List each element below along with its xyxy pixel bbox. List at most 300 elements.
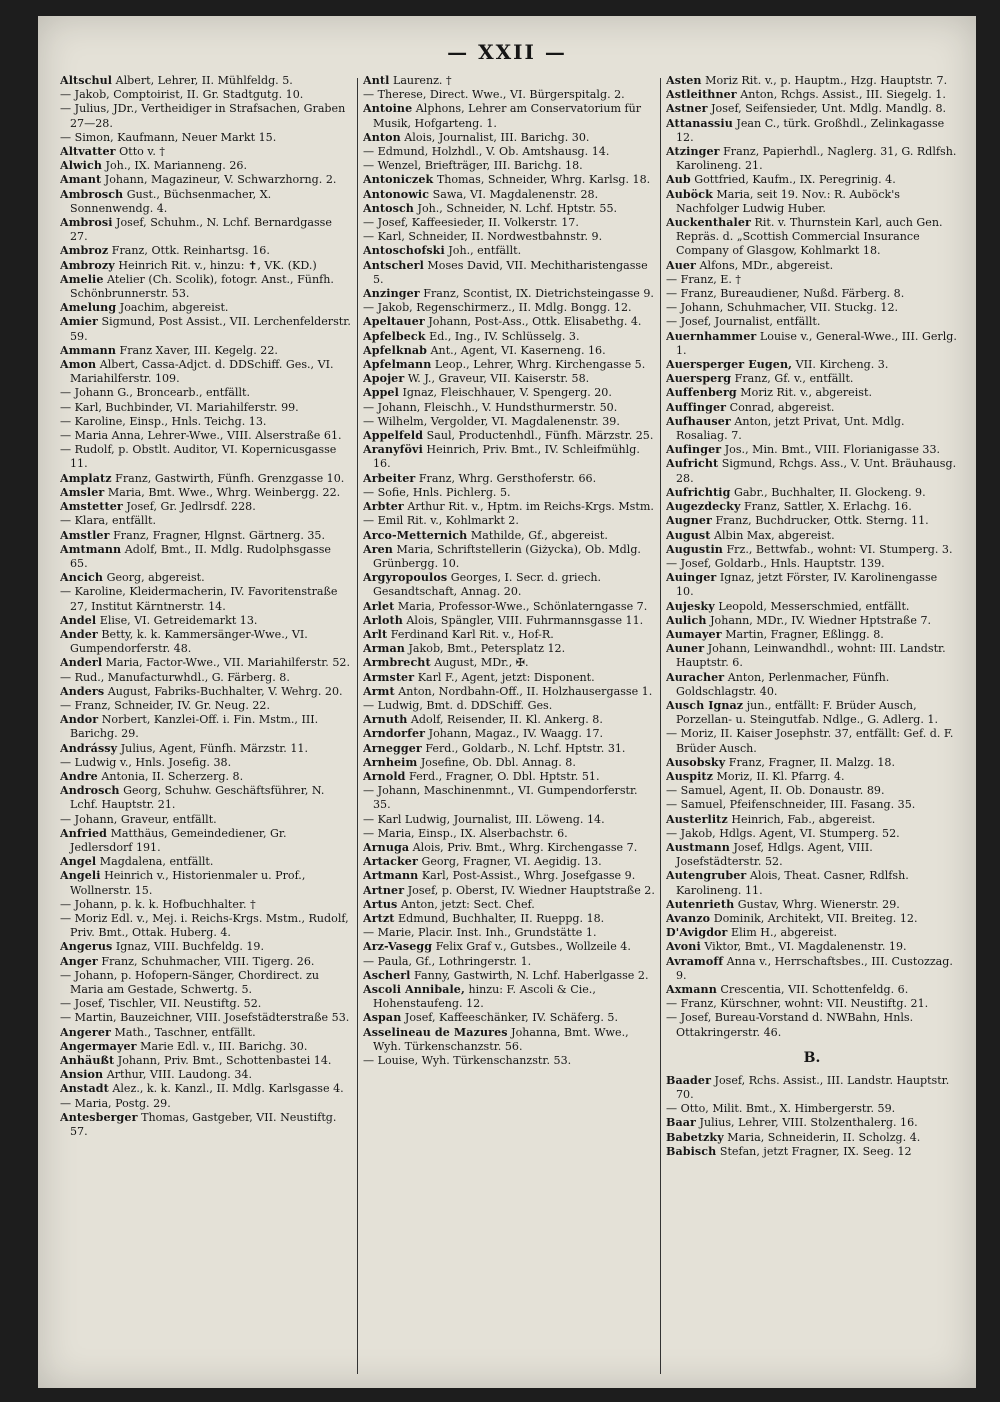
entry-surname: Aub bbox=[666, 173, 691, 187]
entry-details: Alois, Theat. Casner, Rdlfsh. Karolineng. 11. bbox=[676, 869, 909, 897]
entry-surname: Amant bbox=[60, 173, 102, 187]
entry-details: Albert, Lehrer, II. Mühlfeldg. 5. bbox=[115, 74, 293, 87]
entry-details: Josef, Kaffeeschänker, IV. Schäferg. 5. bbox=[404, 1011, 618, 1025]
directory-entry bbox=[666, 997, 958, 1011]
entry-details: Fanny, Gastwirth, N. Lchf. Haberlgasse 2. bbox=[414, 968, 649, 982]
entry-details: — Louise, Wyh. Türkenschanzstr. 53. bbox=[363, 1054, 572, 1068]
entry-surname: Antoniczek bbox=[363, 173, 434, 187]
directory-entry bbox=[666, 188, 958, 216]
entry-surname: Auersperg bbox=[666, 372, 732, 386]
directory-entry bbox=[666, 358, 958, 372]
entry-surname: Angeli bbox=[60, 869, 101, 883]
entry-surname: Altschul bbox=[60, 74, 113, 87]
entry-details: — Ludwig, Bmt. d. DDSchiff. Ges. bbox=[363, 698, 553, 712]
entry-details: Josef, Schuhm., N. Lchf. Bernardgasse 27. bbox=[70, 216, 332, 244]
directory-entry bbox=[60, 429, 352, 443]
entry-details: Johann, Magaz., IV. Waagg. 17. bbox=[428, 727, 604, 741]
entry-surname: Astleithner bbox=[666, 88, 737, 102]
entry-details: — Julius, JDr., Vertheidiger in Strafsachen, Graben 27—28. bbox=[60, 102, 346, 130]
entry-surname: Angel bbox=[60, 855, 97, 869]
entry-surname: Aren bbox=[363, 542, 393, 556]
page-number: — XXII — bbox=[447, 40, 567, 64]
entry-surname: Aufricht bbox=[666, 457, 719, 471]
directory-entry bbox=[60, 344, 352, 358]
entry-surname: Baar bbox=[666, 1116, 696, 1130]
entry-surname: Babisch bbox=[666, 1144, 717, 1158]
entry-details: Rit. v. Thurnstein Karl, auch Gen. Repräs. d. „Scottish Commercial Insurance Company of Glasgow, Kohlmarkt 18. bbox=[676, 216, 943, 258]
entry-surname: Amsler bbox=[60, 485, 105, 499]
directory-entry bbox=[363, 543, 655, 571]
directory-entry bbox=[60, 571, 352, 585]
directory-entry bbox=[60, 102, 352, 130]
directory-entry bbox=[666, 386, 958, 400]
directory-entry bbox=[666, 827, 958, 841]
directory-entry bbox=[666, 301, 958, 315]
directory-entry bbox=[666, 869, 958, 897]
directory-entry bbox=[666, 756, 958, 770]
directory-entry bbox=[666, 1074, 958, 1102]
entry-details: Jean C., türk. Großhdl., Zelinkagasse 12. bbox=[676, 116, 945, 144]
directory-entry bbox=[666, 330, 958, 358]
directory-entry bbox=[363, 827, 655, 841]
entry-surname: Ammann bbox=[60, 343, 117, 357]
entry-details: Jakob, Bmt., Petersplatz 12. bbox=[408, 642, 566, 656]
directory-entry bbox=[60, 1026, 352, 1040]
entry-details: Moriz Rit. v., p. Hauptm., Hzg. Hauptstr. 7. bbox=[705, 74, 948, 87]
entry-surname: Anzinger bbox=[363, 287, 420, 301]
directory-entry bbox=[666, 514, 958, 528]
entry-details: — Franz, E. † bbox=[666, 272, 741, 286]
directory-entry bbox=[60, 671, 352, 685]
entry-surname: Antoschofski bbox=[363, 244, 445, 258]
entry-details: — Johann, Maschinenmnt., VI. Gumpendorferstr. 35. bbox=[363, 784, 638, 812]
entry-surname: Ausobsky bbox=[666, 755, 726, 769]
entry-details: Josef, Hdlgs. Agent, VIII. Josefstädterstr. 52. bbox=[676, 840, 873, 869]
entry-surname: Amstetter bbox=[60, 500, 123, 514]
directory-entry bbox=[363, 429, 655, 443]
directory-entry bbox=[363, 159, 655, 173]
entry-details: Elim H., abgereist. bbox=[731, 926, 838, 940]
entry-details: Anna v., Herrschaftsbes., III. Custozzag. 9. bbox=[676, 954, 953, 982]
entry-details: — Marie, Placir. Inst. Inh., Grundstätte 1. bbox=[363, 926, 597, 940]
entry-details: Moriz, II. Kl. Pfarrg. 4. bbox=[716, 769, 845, 783]
entry-surname: Amtmann bbox=[60, 542, 122, 556]
directory-entry bbox=[363, 401, 655, 415]
directory-entry bbox=[363, 415, 655, 429]
entry-surname: Apeltauer bbox=[363, 315, 425, 329]
directory-entry bbox=[60, 1054, 352, 1068]
directory-entry bbox=[666, 926, 958, 940]
entry-surname: Armt bbox=[363, 684, 395, 698]
entry-surname: Antonowic bbox=[363, 187, 430, 201]
entry-details: Ignaz, jetzt Förster, IV. Karolinengasse 10. bbox=[676, 571, 938, 599]
entry-details: — Rudolf, p. Obstlt. Auditor, VI. Kopernicusgasse 11. bbox=[60, 443, 337, 471]
entry-details: Frz., Bettwfab., wohnt: VI. Stumperg. 3. bbox=[726, 542, 953, 556]
entry-details: Joh., Schneider, N. Lchf. Hptstr. 55. bbox=[417, 201, 618, 215]
entry-details: — Wilhelm, Vergolder, VI. Magdalenenstr. 39. bbox=[363, 414, 620, 428]
directory-entry bbox=[363, 202, 655, 216]
entry-details: Sigmund, Rchgs. Ass., V. Unt. Bräuhausg. 28. bbox=[676, 457, 957, 485]
directory-entry bbox=[60, 912, 352, 940]
directory-entry bbox=[363, 472, 655, 486]
entry-surname: Baader bbox=[666, 1073, 712, 1087]
directory-entry bbox=[60, 315, 352, 343]
directory-entry bbox=[363, 727, 655, 741]
entry-details: hinzu: F. Ascoli & Cie., Hohenstaufeng. 12. bbox=[373, 983, 596, 1011]
directory-entry bbox=[363, 486, 655, 500]
entry-surname: Anger bbox=[60, 954, 98, 968]
entry-surname: Axmann bbox=[666, 983, 717, 996]
entry-details: Karl F., Agent, jetzt: Disponent. bbox=[417, 670, 595, 684]
directory-entry bbox=[60, 244, 352, 258]
directory-entry bbox=[60, 770, 352, 784]
directory-entry bbox=[60, 1040, 352, 1054]
entry-surname: Auckenthaler bbox=[666, 216, 751, 230]
entry-surname: Arlet bbox=[363, 599, 395, 613]
entry-surname: Arndorfer bbox=[363, 727, 426, 741]
entry-surname: Antscherl bbox=[363, 258, 424, 272]
entry-details: Josef, Rchs. Assist., III. Landstr. Hauptstr. 70. bbox=[676, 1073, 950, 1102]
entry-surname: Arnuth bbox=[363, 713, 408, 727]
entry-details: — Johann, p. k. k. Hofbuchhalter. † bbox=[60, 897, 256, 911]
entry-surname: Apfelmann bbox=[363, 358, 432, 372]
entry-details: Josefine, Ob. Dbl. Annag. 8. bbox=[420, 755, 576, 769]
directory-entry bbox=[363, 315, 655, 329]
directory-entry bbox=[363, 1011, 655, 1025]
entry-surname: Ansion bbox=[60, 1068, 104, 1082]
directory-entry bbox=[363, 671, 655, 685]
entry-details: — Johann G., Broncearb., entfällt. bbox=[60, 386, 250, 400]
entry-details: Josef, Gr. Jedlrsdf. 228. bbox=[126, 500, 256, 514]
entry-details: Heinrich, Fab., abgereist. bbox=[731, 812, 876, 826]
entry-surname: Aujesky bbox=[666, 599, 715, 613]
entry-surname: Amelie bbox=[60, 272, 104, 286]
entry-surname: Angermayer bbox=[60, 1039, 137, 1053]
entry-details: Gottfried, Kaufm., IX. Peregrinig. 4. bbox=[694, 173, 896, 187]
entry-details: Franz, Ottk. Reinhartsg. 16. bbox=[111, 244, 270, 258]
entry-details: Leop., Lehrer, Whrg. Kirchengasse 5. bbox=[434, 358, 646, 372]
directory-entry bbox=[363, 358, 655, 372]
entry-details: — Ludwig v., Hnls. Josefig. 38. bbox=[60, 755, 232, 769]
directory-entry bbox=[363, 855, 655, 869]
entry-surname: Ascherl bbox=[363, 968, 411, 982]
entry-surname: Arman bbox=[363, 642, 405, 656]
entry-details: — Johann, Fleischh., V. Hundsthurmerstr. 50. bbox=[363, 400, 618, 414]
directory-entry bbox=[60, 401, 352, 415]
directory-entry bbox=[60, 472, 352, 486]
entry-details: Julius, Agent, Fünfh. Märzstr. 11. bbox=[120, 741, 308, 755]
directory-entry bbox=[60, 585, 352, 613]
directory-entry bbox=[363, 685, 655, 699]
directory-entry bbox=[60, 386, 352, 400]
directory-entry bbox=[363, 813, 655, 827]
directory-entry bbox=[666, 102, 958, 116]
entry-details: — Johann, Schuhmacher, VII. Stuckg. 12. bbox=[666, 301, 899, 315]
directory-entry bbox=[363, 287, 655, 301]
entry-surname: Augner bbox=[666, 514, 712, 528]
entry-details: Thomas, Gastgeber, VII. Neustiftg. 57. bbox=[70, 1110, 337, 1139]
entry-details: Julius, Lehrer, VIII. Stolzenthalerg. 16. bbox=[699, 1116, 918, 1130]
entry-surname: Anderl bbox=[60, 656, 103, 670]
directory-entry bbox=[363, 301, 655, 315]
entry-details: — Martin, Bauzeichner, VIII. Josefstädterstraße 53. bbox=[60, 1011, 350, 1025]
directory-entry bbox=[60, 1068, 352, 1082]
entry-surname: Apfelknab bbox=[363, 343, 428, 357]
entry-surname: Asten bbox=[666, 74, 702, 87]
entry-details: VII. Kircheng. 3. bbox=[795, 358, 889, 372]
directory-entry bbox=[363, 571, 655, 599]
section-heading: B. bbox=[803, 1049, 821, 1066]
entry-details: Alfons, MDr., abgereist. bbox=[699, 258, 834, 272]
entry-surname: Aulich bbox=[666, 613, 707, 627]
entry-surname: Auböck bbox=[666, 187, 713, 201]
entry-details: Crescentia, VII. Schottenfeldg. 6. bbox=[720, 983, 909, 996]
entry-surname: Arnuga bbox=[363, 840, 410, 854]
entry-surname: Atzinger bbox=[666, 145, 720, 159]
entry-details: Ignaz, VIII. Buchfeldg. 19. bbox=[115, 940, 265, 954]
entry-details: Georges, I. Secr. d. griech. Gesandtschaft, Annag. 20. bbox=[373, 571, 602, 599]
entry-details: Franz, Schuhmacher, VIII. Tigerg. 26. bbox=[101, 954, 315, 968]
entry-details: Betty, k. k. Kammersänger-Wwe., VI. Gumpendorferstr. 48. bbox=[70, 627, 308, 656]
entry-surname: Anstadt bbox=[60, 1082, 109, 1096]
directory-entry bbox=[363, 940, 655, 954]
directory-entry bbox=[666, 571, 958, 599]
directory-entry bbox=[363, 926, 655, 940]
entry-surname: Amstler bbox=[60, 528, 110, 542]
entry-surname: Avanzo bbox=[666, 911, 711, 925]
entry-details: Heinrich, Priv. Bmt., IV. Schleifmühlg. 16. bbox=[373, 443, 640, 471]
entry-surname: Arnold bbox=[363, 769, 406, 783]
entry-details: Martin, Fragner, Eßlingg. 8. bbox=[725, 627, 884, 641]
entry-details: Thomas, Schneider, Whrg. Karlsg. 18. bbox=[436, 173, 651, 187]
entry-details: — Franz, Kürschner, wohnt: VII. Neustiftg. 21. bbox=[666, 997, 929, 1011]
directory-entry bbox=[60, 1111, 352, 1139]
entry-details: — Paula, Gf., Lothringerstr. 1. bbox=[363, 954, 532, 968]
directory-entry bbox=[666, 486, 958, 500]
entry-details: Arthur Rit. v., Hptm. im Reichs-Krgs. Mstm. bbox=[407, 500, 654, 514]
entry-surname: Autengruber bbox=[666, 869, 747, 883]
directory-entry bbox=[666, 813, 958, 827]
entry-details: Johann, Post-Ass., Ottk. Elisabethg. 4. bbox=[428, 315, 642, 329]
directory-entry bbox=[363, 1054, 655, 1068]
directory-entry bbox=[666, 315, 958, 329]
directory-entry bbox=[363, 529, 655, 543]
entry-details: Franz, Sattler, X. Erlachg. 16. bbox=[744, 500, 912, 514]
directory-entry bbox=[363, 784, 655, 812]
directory-entry bbox=[60, 301, 352, 315]
directory-entry bbox=[363, 642, 655, 656]
directory-entry bbox=[60, 216, 352, 244]
entry-surname: Antesberger bbox=[60, 1110, 138, 1124]
column-3 bbox=[666, 74, 958, 1374]
entry-details: Franz, Buchdrucker, Ottk. Sterng. 11. bbox=[715, 514, 929, 528]
entry-surname: Armster bbox=[363, 670, 415, 684]
directory-entry bbox=[363, 102, 655, 130]
entry-surname: Ander bbox=[60, 627, 98, 641]
entry-details: — Jakob, Comptoirist, II. Gr. Stadtgutg. 10. bbox=[60, 88, 304, 102]
entry-surname: Arbeiter bbox=[363, 471, 416, 485]
directory-entry bbox=[666, 912, 958, 926]
directory-entry bbox=[60, 784, 352, 812]
column-1 bbox=[60, 74, 352, 1374]
entry-details: Arthur, VIII. Laudong. 34. bbox=[106, 1068, 252, 1082]
directory-entry bbox=[363, 230, 655, 244]
entry-details: Edmund, Buchhalter, II. Rueppg. 18. bbox=[398, 911, 605, 925]
entry-details: Johann, Priv. Bmt., Schottenbastei 14. bbox=[117, 1054, 332, 1068]
directory-entry bbox=[60, 173, 352, 187]
entry-details: Franz, Gastwirth, Fünfh. Grenzgasse 10. bbox=[115, 471, 345, 485]
entry-details: — Otto, Milit. Bmt., X. Himbergerstr. 59. bbox=[666, 1102, 896, 1116]
entry-details: Alois, Priv. Bmt., Whrg. Kirchengasse 7. bbox=[412, 840, 638, 854]
entry-surname: Ambrozy bbox=[60, 258, 115, 272]
entry-surname: Apfelbeck bbox=[363, 329, 426, 343]
directory-entry bbox=[666, 955, 958, 983]
directory-entry bbox=[60, 131, 352, 145]
directory-entry bbox=[60, 486, 352, 500]
entry-surname: Austerlitz bbox=[666, 812, 728, 826]
entry-details: — Josef, Journalist, entfällt. bbox=[666, 315, 821, 329]
entry-details: Georg, abgereist. bbox=[106, 571, 205, 585]
directory-entry bbox=[60, 443, 352, 471]
entry-surname: Argyropoulos bbox=[363, 571, 448, 585]
entry-details: Adolf, Reisender, II. Kl. Ankerg. 8. bbox=[410, 713, 603, 727]
entry-surname: Astner bbox=[666, 102, 708, 116]
entry-details: — Simon, Kaufmann, Neuer Markt 15. bbox=[60, 130, 277, 144]
entry-surname: Andrássy bbox=[60, 741, 118, 755]
entry-surname: Ancich bbox=[60, 571, 104, 585]
entry-details: — Johann, Graveur, entfällt. bbox=[60, 812, 217, 826]
entry-surname: Auffenberg bbox=[666, 386, 737, 400]
entry-surname: Arlt bbox=[363, 627, 388, 641]
entry-details: Franz, Fragner, II. Malzg. 18. bbox=[728, 755, 895, 769]
directory-entry bbox=[666, 117, 958, 145]
entry-surname: Aufhauser bbox=[666, 414, 731, 428]
entry-details: Jos., Min. Bmt., VIII. Florianigasse 33. bbox=[724, 443, 941, 457]
entry-details: Johann, Leinwandhdl., wohnt: III. Landstr. Hauptstr. 6. bbox=[676, 642, 946, 670]
directory-entry bbox=[666, 841, 958, 869]
directory-entry bbox=[666, 628, 958, 642]
entry-surname: Arbter bbox=[363, 500, 404, 514]
entry-details: Alez., k. k. Kanzl., II. Mdlg. Karlsgasse 4. bbox=[112, 1082, 344, 1096]
directory-entry bbox=[666, 642, 958, 670]
entry-surname: Anfried bbox=[60, 826, 108, 840]
entry-surname: Amelung bbox=[60, 301, 117, 315]
entry-surname: Auer bbox=[666, 258, 696, 272]
entry-details: — Johann, p. Hofopern-Sänger, Chordirect. zu Maria am Gestade, Schwertg. 5. bbox=[60, 968, 320, 996]
directory-entry bbox=[666, 699, 958, 727]
directory-entry bbox=[363, 869, 655, 883]
entry-surname: Amon bbox=[60, 358, 97, 372]
directory-entry bbox=[60, 855, 352, 869]
entry-details: — Samuel, Pfeifenschneider, III. Fasang. 35. bbox=[666, 798, 916, 812]
directory-entry bbox=[666, 671, 958, 699]
directory-entry bbox=[60, 145, 352, 159]
entry-details: Gustav, Whrg. Wienerstr. 29. bbox=[737, 897, 900, 911]
entry-details: Georg, Schuhw. Geschäftsführer, N. Lchf. Hauptstr. 21. bbox=[70, 784, 325, 812]
entry-details: Saul, Productenhdl., Fünfh. Märzstr. 25. bbox=[426, 429, 654, 443]
entry-details: Leopold, Messerschmied, entfällt. bbox=[718, 599, 910, 613]
directory-entry bbox=[60, 514, 352, 528]
entry-details: — Franz, Schneider, IV. Gr. Neug. 22. bbox=[60, 698, 271, 712]
entry-details: Stefan, jetzt Fragner, IX. Seeg. 12 bbox=[719, 1144, 912, 1158]
entry-details: Alois, Journalist, III. Barichg. 30. bbox=[404, 130, 590, 144]
directory-entry bbox=[666, 898, 958, 912]
directory-entry bbox=[363, 884, 655, 898]
entry-surname: Ambrosch bbox=[60, 187, 124, 201]
entry-details: Otto v. † bbox=[119, 145, 165, 159]
entry-details: Ignaz, Fleischhauer, V. Spengerg. 20. bbox=[402, 386, 612, 400]
entry-details: Norbert, Kanzlei-Off. i. Fin. Mstm., III. Barichg. 29. bbox=[70, 713, 319, 741]
entry-details: Louise v., General-Wwe., III. Gerlg. 1. bbox=[676, 329, 957, 357]
directory-entry bbox=[60, 614, 352, 628]
entry-details: Maria, Factor-Wwe., VII. Mariahilferstr. 52. bbox=[105, 656, 350, 670]
entry-details: Viktor, Bmt., VI. Magdalenenstr. 19. bbox=[704, 940, 907, 954]
entry-surname: Amplatz bbox=[60, 471, 112, 485]
entry-details: Josef, p. Oberst, IV. Wiedner Hauptstraße 2. bbox=[407, 883, 655, 897]
entry-surname: Aufrichtig bbox=[666, 485, 731, 499]
directory-entry bbox=[363, 74, 655, 88]
entry-surname: Angerer bbox=[60, 1025, 111, 1039]
entry-surname: Appel bbox=[363, 386, 399, 400]
entry-details: — Maria, Postg. 29. bbox=[60, 1096, 171, 1110]
entry-details: Moses David, VII. Mechitharistengasse 5. bbox=[373, 258, 648, 286]
entry-details: Moriz Rit. v., abgereist. bbox=[740, 386, 872, 400]
entry-surname: Aranyfövi bbox=[363, 443, 423, 457]
entry-details: Franz, Scontist, IX. Dietrichsteingasse 9. bbox=[423, 287, 654, 301]
entry-details: — Edmund, Holzhdl., V. Ob. Amtshausg. 14. bbox=[363, 145, 610, 159]
entry-details: Heinrich v., Historienmaler u. Prof., Wollnerstr. 15. bbox=[70, 869, 306, 897]
entry-details: — Emil Rit. v., Kohlmarkt 2. bbox=[363, 514, 519, 528]
entry-details: Ferdinand Karl Rit. v., Hof-R. bbox=[390, 627, 554, 641]
directory-entry bbox=[666, 770, 958, 784]
directory-entry bbox=[60, 88, 352, 102]
entry-surname: Auner bbox=[666, 642, 705, 656]
directory-entry bbox=[60, 656, 352, 670]
entry-details: Albert, Cassa-Adjct. d. DDSchiff. Ges., VI. Mariahilferstr. 109. bbox=[70, 358, 334, 386]
entry-surname: Appelfeld bbox=[363, 429, 424, 443]
entry-details: — Klara, entfällt. bbox=[60, 514, 157, 528]
entry-details: — Karl, Schneider, II. Nordwestbahnstr. 9. bbox=[363, 230, 603, 244]
entry-surname: Amier bbox=[60, 315, 98, 329]
entry-details: Ferd., Goldarb., N. Lchf. Hptstr. 31. bbox=[425, 741, 626, 755]
entry-surname: Avoni bbox=[666, 940, 701, 954]
directory-entry bbox=[60, 699, 352, 713]
entry-surname: Augezdecky bbox=[666, 500, 741, 514]
entry-surname: Androsch bbox=[60, 784, 120, 798]
entry-details: Felix Graf v., Gutsbes., Wollzeile 4. bbox=[435, 940, 631, 954]
entry-details: Franz Xaver, III. Kegelg. 22. bbox=[119, 343, 278, 357]
directory-entry bbox=[666, 287, 958, 301]
entry-details: — Franz, Bureaudiener, Nußd. Färberg. 8. bbox=[666, 287, 905, 301]
entry-surname: Artner bbox=[363, 883, 405, 897]
column-2 bbox=[363, 74, 655, 1374]
directory-entry bbox=[363, 955, 655, 969]
directory-entry bbox=[666, 1011, 958, 1039]
entry-details: — Karoline, Kleidermacherin, IV. Favoritenstraße 27, Institut Kärntnerstr. 14. bbox=[60, 585, 338, 613]
directory-page bbox=[38, 16, 976, 1388]
entry-details: — Therese, Direct. Wwe., VI. Bürgerspitalg. 2. bbox=[363, 88, 625, 102]
entry-details: — Moriz Edl. v., Mej. i. Reichs-Krgs. Mstm., Rudolf, Priv. Bmt., Ottak. Huberg. 4. bbox=[60, 911, 349, 940]
entry-details: Franz, Papierhdl., Naglerg. 31, G. Rdlfsh. Karolineng. 21. bbox=[676, 145, 957, 173]
column-divider bbox=[660, 78, 661, 1374]
directory-entry bbox=[363, 88, 655, 102]
entry-surname: Aspan bbox=[363, 1011, 402, 1025]
entry-surname: Arloth bbox=[363, 613, 403, 627]
entry-surname: Anders bbox=[60, 684, 105, 698]
directory-entry bbox=[666, 216, 958, 259]
entry-details: W. J., Graveur, VII. Kaiserstr. 58. bbox=[407, 372, 590, 386]
directory-entry bbox=[363, 770, 655, 784]
